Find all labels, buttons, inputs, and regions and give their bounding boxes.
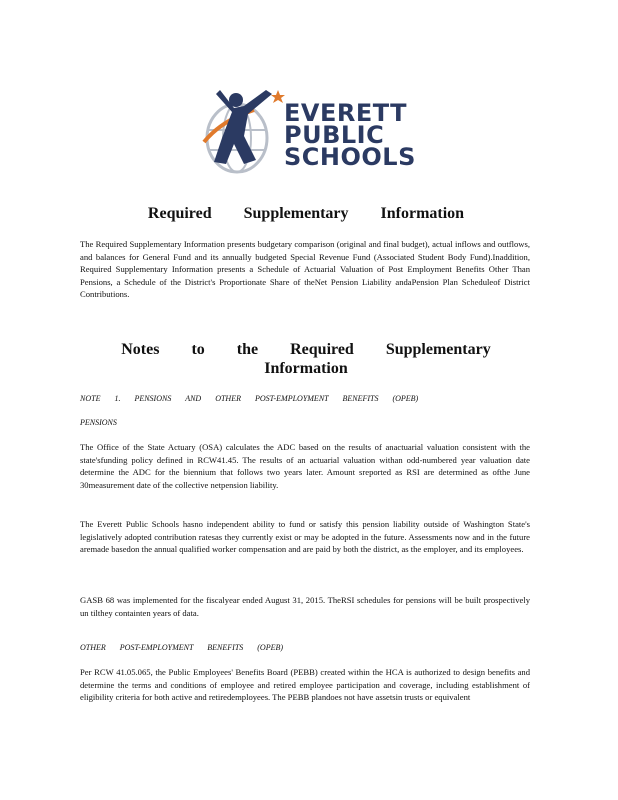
logo-figure-icon [192,80,287,180]
intro-paragraph: The Required Supplementary Information presents budgetary comparison (original and final budget), actual inflows and outflows, and balances for General Fund and its annually budgeted Special Revenue Fund (Associated Student Body Fund).Inaddition, Required Supplementary Information presents a Schedule of Actuarial Valuation of Post Employment Benefits Other Than Pensions, a Schedule of the District's Proportionate Share of theNet Pension Liability andaPension Plan Scheduleof District Contributions. [80,239,530,300]
everett-paragraph: The Everett Public Schools hasno independent ability to fund or satisfy this pension liability outside of Washington State's legislatively adopted contribution ratesas they currently exist or may be adopted in the future. Assessments now and in the future aremade basedon the annual qualified worker compensation and are paid by both the district, as the employer, and its employees. [80,519,530,555]
osa-paragraph: The Office of the State Actuary (OSA) calculates the ADC based on the results of anactuarial valuation consistent with the state'sfunding policy defined in RCW41.45. The results of an actuarial valuation withan odd-numbered year valuation date determine the ADC for the biennium that follows two years later. Amount sreported as RSI are determined as ofthe June 30measurement date of the collective netpension liability. [80,442,530,490]
logo-line-3: SCHOOLS [284,143,416,171]
notes-title: Notes to the Required Supplementary Information [121,341,491,377]
logo-wordmark [284,99,416,171]
pensions-heading: PENSIONS [80,418,117,427]
page-title: Required Supplementary Information [147,205,465,222]
rcw-paragraph: Per RCW 41.05.065, the Public Employees' Benefits Board (PEBB) created within the HCA is authorized to design benefits and determine the terms and conditions of employee and retired employee participation and coverage, including establishment of eligibility criteria for both active and retiredemployees. The PEBB plandoes not have assetsin trusts or equivalent [80,667,530,703]
opeb-heading: OTHER POST-EMPLOYMENT BENEFITS (OPEB) [80,643,284,652]
logo-line-2: PUBLIC [284,121,385,149]
everett-public-schools-logo [192,80,422,180]
note-1-heading: NOTE 1. PENSIONS AND OTHER POST-EMPLOYMENT BENEFITS (OPEB) [80,394,419,403]
logo-line-1: EVERETT [284,99,408,127]
gasb-paragraph: GASB 68 was implemented for the fiscalyear ended August 31, 2015. TheRSI schedules for pensions will be built prospectively un tilthey containten years of data. [80,595,530,618]
